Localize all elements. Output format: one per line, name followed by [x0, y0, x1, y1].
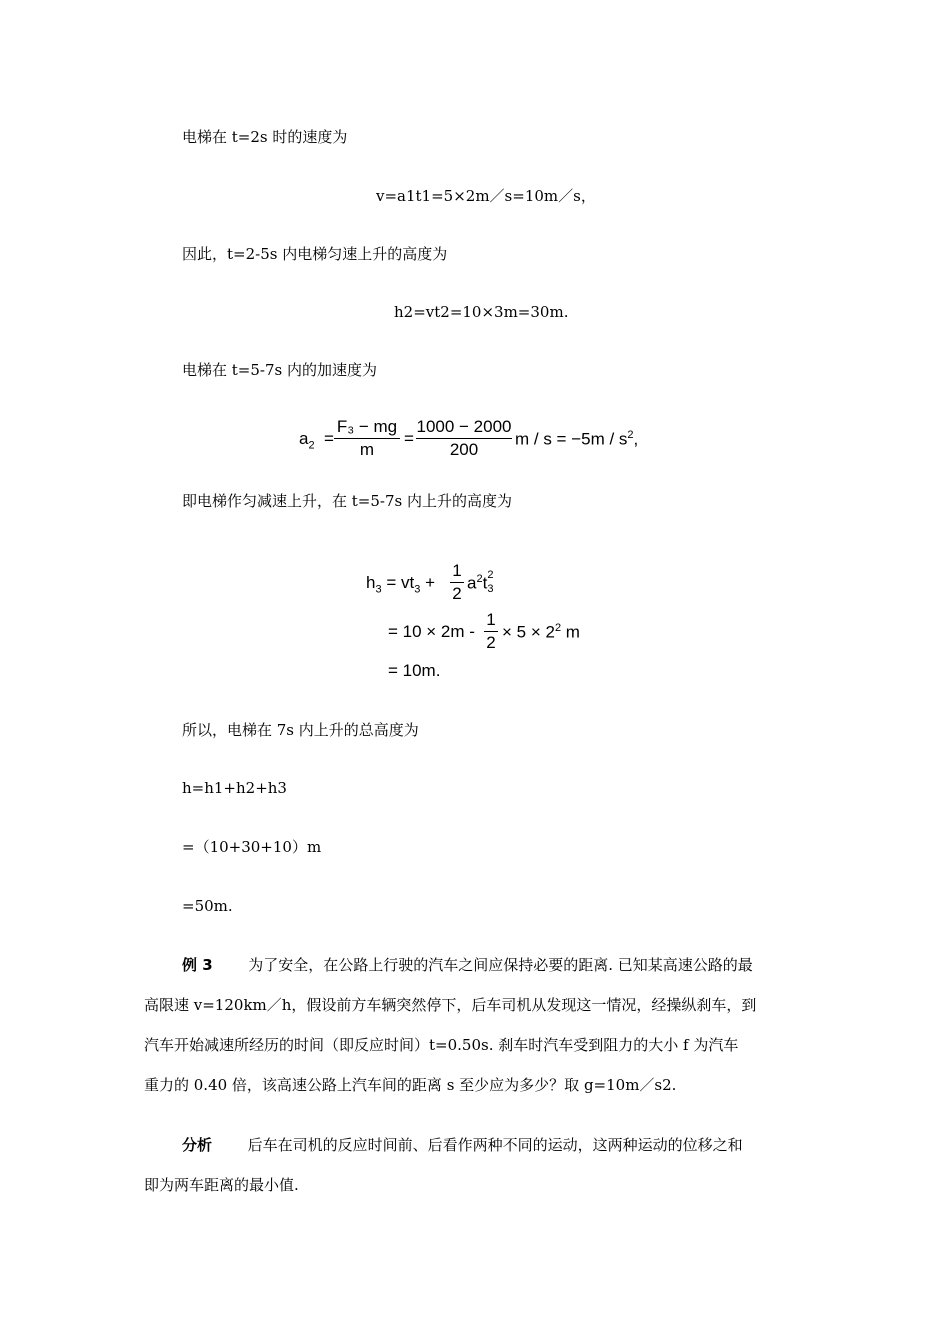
fraction-denominator: 200 [449, 440, 479, 459]
text-line: h=h1+h2+h3 [182, 779, 287, 797]
eq-subscript: 3 [487, 582, 494, 595]
eq-superscript: 2 [627, 429, 634, 441]
eq-subscript: 2 [308, 439, 315, 452]
eq-subscript: 3 [414, 583, 421, 596]
eq-operator: = [324, 429, 334, 448]
eq-superscript: 2 [487, 568, 494, 581]
example-label: 例 3 [182, 956, 213, 974]
fraction-half [484, 609, 498, 654]
fraction-numerator: F₃ − mg [336, 417, 398, 436]
fraction-numerator: 1000 − 2000 [416, 417, 512, 436]
text-line: =50m. [182, 897, 233, 915]
text-line: 所以，电梯在 7s 内上升的总高度为 [182, 721, 419, 739]
example-text: 为了安全，在公路上行驶的汽车之间应保持必要的距离. 已知某高速公路的最 [248, 956, 753, 974]
fraction-numerator: 1 [452, 561, 462, 580]
eq-text: = 10 × 2m - [388, 622, 475, 641]
fraction-half [450, 560, 464, 605]
eq-text: = 10m. [388, 661, 441, 680]
eq-text: = vt [386, 573, 415, 592]
text-line: 电梯在 t=2s 时的速度为 [182, 128, 348, 146]
fraction [416, 416, 512, 461]
text-line: 电梯在 t=5-7s 内的加速度为 [182, 361, 377, 379]
eq-symbol: a [299, 429, 309, 448]
text-line: =（10+30+10）m [182, 838, 322, 856]
eq-text: , [633, 429, 639, 449]
eq-subscript: 3 [375, 583, 382, 596]
fraction [334, 416, 400, 461]
example-text: 重力的 0.40 倍，该高速公路上汽车间的距离 s 至少应为多少？取 g=10m／s2. [144, 1076, 677, 1094]
eq-text: × 5 × 2 [502, 622, 555, 642]
eq-superscript: 2 [554, 622, 562, 634]
eq-operator: + [425, 573, 435, 592]
analysis [182, 1134, 743, 1156]
analysis-text: 即为两车距离的最小值. [144, 1176, 299, 1194]
example-text: 汽车开始减速所经历的时间（即反应时间）t=0.50s. 刹车时汽车受到阻力的大小 f 为汽车 [144, 1036, 739, 1054]
text-line: 因此，t=2-5s 内电梯匀速上升的高度为 [182, 245, 448, 263]
fraction-denominator: m [359, 440, 375, 459]
fraction-denominator: 2 [486, 633, 496, 652]
analysis-label: 分析 [182, 1136, 213, 1154]
example-3 [182, 954, 753, 976]
eq-operator: = [404, 429, 414, 448]
fraction-numerator: 1 [486, 610, 496, 629]
equation-velocity: v=a1t1=5×2m／s=10m／s， [376, 187, 596, 205]
eq-text: m [565, 622, 580, 642]
eq-symbol: a [467, 573, 477, 593]
text-line: 即电梯作匀减速上升，在 t=5-7s 内上升的高度为 [182, 492, 512, 510]
fraction-denominator: 2 [452, 584, 462, 603]
equation-h2: h2=vt2=10×3m=30m. [394, 303, 569, 321]
eq-text: m / s = −5m / s [515, 429, 628, 449]
eq-superscript: 2 [476, 573, 483, 585]
example-text: 高限速 v=120km／h，假设前方车辆突然停下，后车司机从发现这一情况，经操纵刹车，到 [144, 996, 757, 1014]
eq-symbol: t [482, 573, 488, 593]
analysis-text: 后车在司机的反应时间前、后看作两种不同的运动，这两种运动的位移之和 [247, 1136, 743, 1154]
eq-symbol: h [366, 573, 376, 592]
